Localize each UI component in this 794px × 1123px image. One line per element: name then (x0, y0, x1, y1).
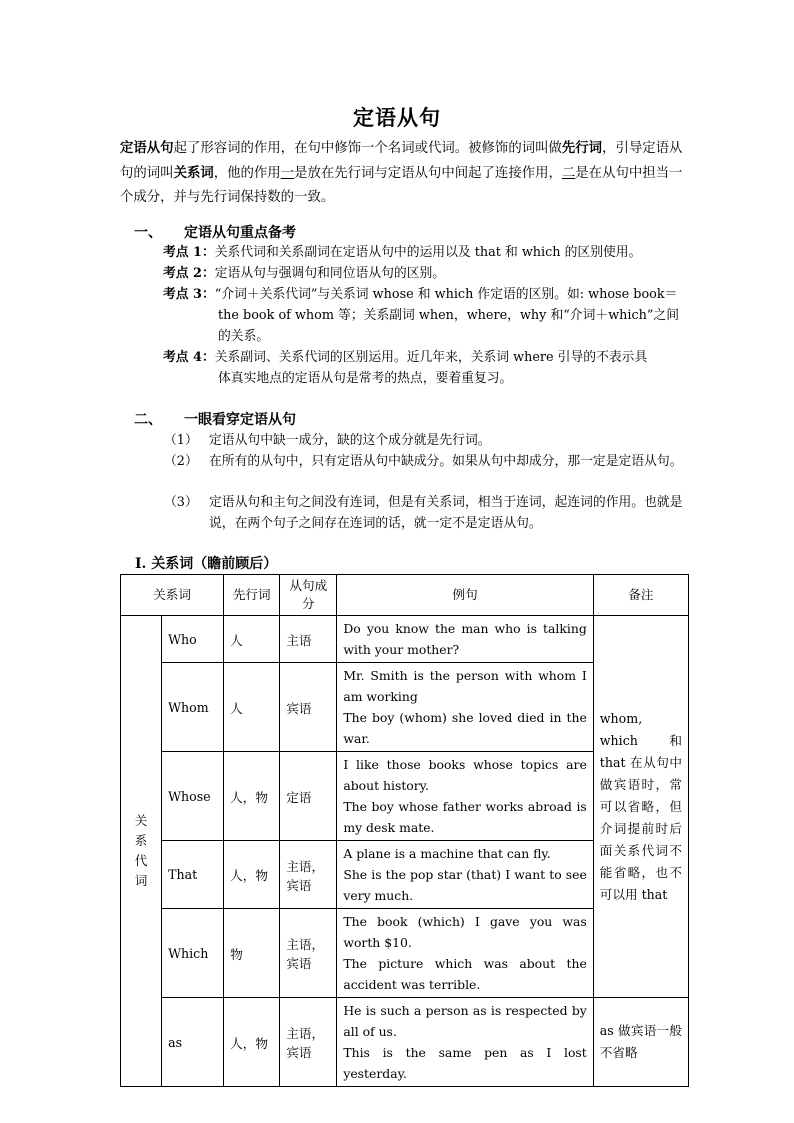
header-note: 备注 (593, 575, 688, 616)
cell-word: That (162, 841, 224, 909)
cell-role: 主语，宾语 (280, 841, 337, 909)
section1-heading: 一、 定语从句重点备考 (134, 225, 296, 241)
header-relative-word: 关系词 (121, 575, 224, 616)
cell-word: Which (162, 909, 224, 998)
cell-example: He is such a person as is respected by all of us. This is the same pen as I lost yesterday. (337, 998, 593, 1087)
exam-point-3: 考点 3：“介词＋关系代词”与关系词 whose 和 which 作定语的区别。如: whose book＝ the book of whom 等；关系副词 when，where，why 和“介词＋which”之间的关系。 (163, 287, 680, 344)
table-header-row (121, 575, 689, 616)
cell-antecedent: 人 (224, 616, 280, 663)
cell-note-omission: whom, which 和 that 在从句中做宾语时，常可以省略，但介词提前时后面关系代词不能省略，也不可以用 that (593, 616, 688, 998)
cell-example: Do you know the man who is talking with your mother? (337, 616, 593, 663)
header-example: 例句 (337, 575, 593, 616)
cell-antecedent: 人，物 (224, 998, 280, 1087)
cell-antecedent: 人 (224, 663, 280, 752)
cell-role: 宾语 (280, 663, 337, 752)
cell-role: 主语，宾语 (280, 909, 337, 998)
section3-heading: I. 关系词（瞻前顾后） (135, 556, 278, 572)
cell-example: I like those books whose topics are about history. The boy whose father works abroad is my desk mate. (337, 752, 593, 841)
exam-point-2: 考点 2：定语从句与强调句和同位语从句的区别。 (163, 266, 446, 281)
term-relative-word: 关系词 (173, 165, 214, 181)
term-antecedent: 先行词 (561, 140, 603, 156)
group-label-relative-pronoun: 关 系 代 词 (121, 616, 162, 1087)
table-row (121, 998, 689, 1087)
cell-role: 主语，宾语 (280, 998, 337, 1087)
cell-antecedent: 人，物 (224, 841, 280, 909)
tip-item-3: （3） 定语从句和主句之间没有连词，但是有关系词，相当于连词，起连词的作用。也就是说，在两个句子之间存在连词的话，就一定不是定语从句。 (164, 495, 683, 531)
cell-word: Who (162, 616, 224, 663)
relative-words-table (120, 574, 689, 1087)
header-antecedent: 先行词 (224, 575, 280, 616)
tip-item-2: （2） 在所有的从句中，只有定语从句中缺成分。如果从句中却成分，那一定是定语从句。 (164, 454, 683, 469)
cell-antecedent: 人，物 (224, 752, 280, 841)
term-relative-clause: 定语从句 (120, 140, 174, 156)
cell-word: Whom (162, 663, 224, 752)
cell-example: Mr. Smith is the person with whom I am working The boy (whom) she loved died in the war. (337, 663, 593, 752)
cell-word: Whose (162, 752, 224, 841)
cell-role: 主语 (280, 616, 337, 663)
cell-example: The book (which) I gave you was worth $10. The picture which was about the accident was terrible. (337, 909, 593, 998)
cell-note-as: as 做宾语一般不省略 (593, 998, 688, 1087)
table-row (121, 616, 689, 663)
intro-paragraph: 定语从句起了形容词的作用，在句中修饰一个名词或代词。被修饰的词叫做先行词，引导定语从句的词叫关系词，他的作用一是放在先行词与定语从句中间起了连接作用，二是在从句中担当一个成分，并与先行词保持数的一致。 (120, 140, 683, 205)
cell-role: 定语 (280, 752, 337, 841)
section2-heading: 二、 一眼看穿定语从句 (134, 412, 296, 428)
page-title: 定语从句 (353, 105, 441, 130)
cell-example: A plane is a machine that can fly. She is the pop star (that) I want to see very much. (337, 841, 593, 909)
exam-point-1: 考点 1：关系代词和关系副词在定语从句中的运用以及 that 和 which 的区别使用。 (163, 245, 642, 260)
header-clause-role: 从句成分 (280, 575, 337, 616)
tip-item-1: （1） 定语从句中缺一成分，缺的这个成分就是先行词。 (164, 433, 491, 448)
exam-point-4: 考点 4：关系副词、关系代词的区别运用。近几年来，关系词 where 引导的不表示具 体真实地点的定语从句是常考的热点，要着重复习。 (163, 350, 648, 386)
cell-word: as (162, 998, 224, 1087)
cell-antecedent: 物 (224, 909, 280, 998)
